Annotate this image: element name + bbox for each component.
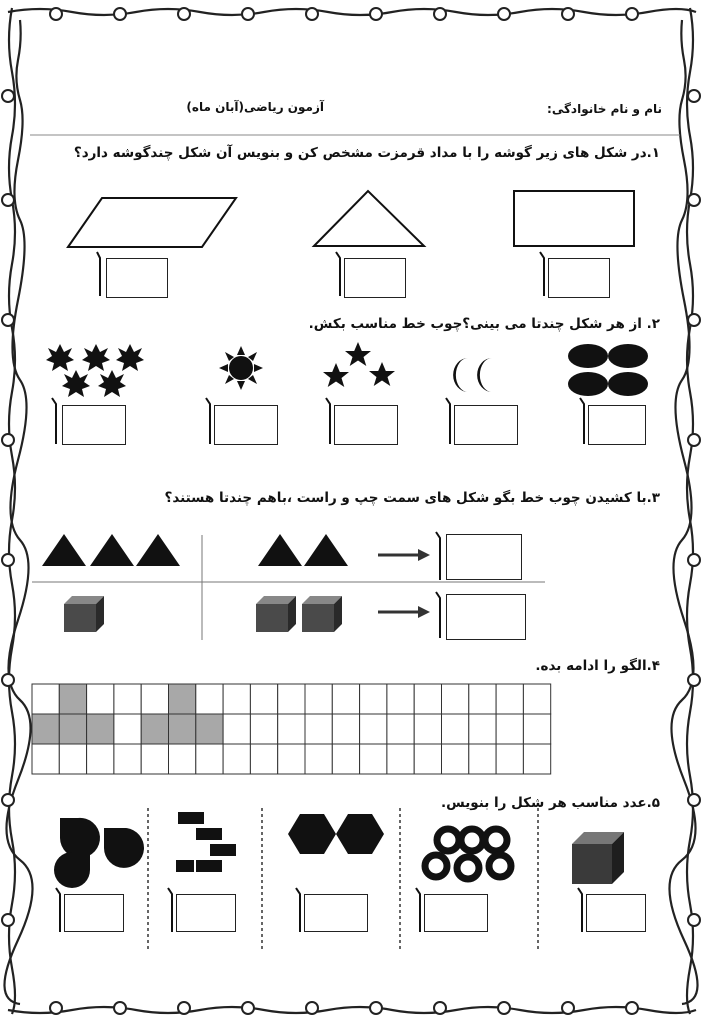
question-1: ۱.در شکل های زیر گوشه را با مداد قرمزت مشخص کن و بنویس آن شکل چندگوشه دارد؟ xyxy=(73,145,660,161)
cube-icon xyxy=(572,832,624,884)
bricks-icon xyxy=(176,812,236,872)
answer-box-q5-cube[interactable] xyxy=(586,894,646,932)
answer-box-q5-bricks[interactable] xyxy=(176,894,236,932)
question-5: ۵.عدد مناسب هر شکل را بنویس. xyxy=(441,795,660,811)
rings-icon xyxy=(425,829,511,879)
question-3: ۳.با کشیدن چوب خط بگو شکل های سمت چپ و راست ،باهم چندتا هستند؟ xyxy=(164,490,660,506)
answer-box-q5-drops[interactable] xyxy=(64,894,124,932)
answer-box-q5-rings[interactable] xyxy=(424,894,488,932)
name-label: نام و نام خانوادگی: xyxy=(547,102,662,116)
hexagons-icon xyxy=(288,814,384,854)
exam-title: آزمون ریاضی(آبان ماه) xyxy=(186,100,324,114)
question-4: ۴.الگو را ادامه بده. xyxy=(535,658,660,674)
question-2: ۲. از هر شکل چندتا می بینی؟چوب خط مناسب بکش. xyxy=(308,316,660,332)
drops-icon xyxy=(54,818,144,888)
answer-box-q5-hexagons[interactable] xyxy=(304,894,368,932)
